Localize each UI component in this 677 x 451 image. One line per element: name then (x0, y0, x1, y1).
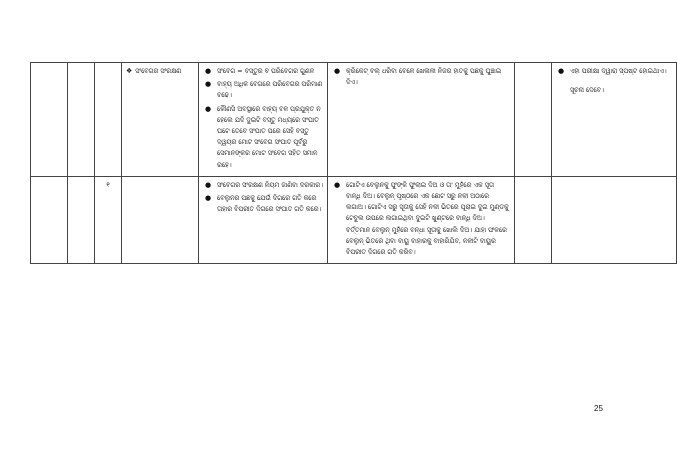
list-item: ● କ୍ରିକେଟ୍ ବଲ୍ ଧରିବା ବେଳେ ଖେଳାଳୀ ନିଜର ହାତକୁ ପଛକୁ ଘୁଞ୍ଚାଇ ଦିଏ। (332, 66, 510, 88)
diamond-bullet-icon: ❖ (126, 67, 133, 75)
cell-empty (68, 63, 95, 177)
lesson-table (30, 62, 677, 264)
notes-extra: ସୂଚନା ଦେବେ। (570, 86, 604, 95)
row-number (95, 63, 122, 177)
topic-cell (122, 176, 199, 263)
list-item: ● ବେଲୁନର ପଛକୁ ଯେଉଁ ଦିଗରେ ଗତି କରେ ତାହାର ବିପରୀତ ଦିଗରେ ସଂଘାତ ଗତି କରେ। (203, 193, 323, 215)
cell-empty (515, 176, 552, 263)
list-item: ● ଏହା ପରୀକ୍ଷା ଦ୍ୱାରା ସ୍ପଷ୍ଟ ହୋଇଥାଏ। (556, 66, 672, 77)
cell-empty (515, 63, 552, 177)
notes-cell (552, 63, 677, 177)
list-item: ● କୌଣସି ଅବସ୍ଥାରେ ବାହ୍ୟ ବଳ ପ୍ରଯୁକ୍ତ ନ ହେଲେ ଯଦି ଦୁଇଟି ବସ୍ତୁ ମଧ୍ୟରେ ସଂଘାତ ଘଟେ ତେବେ ସଂଘାତ ପରେ ସେହି ବସ୍ତୁ ଦ୍ୱୟର ମୋଟ ସଂବେଗ ସଂଘାତ ପୂର୍ବରୁ ସେମାନଙ୍କର ମୋଟ ସଂବେଗ ସହିତ ସମାନ ରହେ। (203, 104, 323, 171)
cell-empty (31, 176, 68, 263)
activities-cell (328, 176, 515, 263)
concepts-cell (199, 63, 328, 177)
cell-empty (68, 176, 95, 263)
list-item: ● ସଂବେଗର ସଂରକ୍ଷଣ ନିୟମ ଜାଣିବା ଦରକାର। (203, 180, 323, 191)
page-number: 25 (594, 404, 603, 413)
row-number: ୧ (95, 176, 122, 263)
cell-empty (31, 63, 68, 177)
concepts-cell (199, 176, 328, 263)
list-item: ● ଗୋଟିଏ ବେଲୁନକୁ ଫୁଙ୍କି ଫୁଲାଇ ଦିଅ ଓ ତା' ମୁହଁରେ ଏକ ସୂତା ବାନ୍ଧି ଦିଅ। ବେଲୁନ୍ ପୃଷ୍ଠରେ ଏକ ଛୋଟ ସରୁ ନଳୀ ଅଠାରେ ଲଗାଅ। ଗୋଟିଏ ସରୁ ସୂତାକୁ ସେହି ନଳୀ ଭିତରେ ପୂରାଇ ଦୁଇ ମୁଣ୍ଡକୁ ଟେବୁଲ ଉପରେ ଲଗାଇଥିବା ଦୁଇଟି ଖୁଣ୍ଟରେ ବାନ୍ଧି ଦିଅ। ବର୍ତ୍ତମାନ ବେଲୁନ୍ ମୁହଁରେ ବନ୍ଧା ସୂତାକୁ ଖୋଲି ଦିଅ। ଯାହା ଫଳରେ ବେଲୁନ୍ ଭିତରେ ଥିବା ବାୟୁ ବାହାରକୁ ବାହାରିଯିବ, ନଳୀଟି ବାୟୁର ବିପରୀତ ଦିଗରେ ଗତି କରିବ। (332, 180, 510, 258)
notes-cell (552, 176, 677, 263)
activities-cell (328, 63, 515, 177)
table-row (31, 176, 677, 263)
topic-cell (122, 63, 199, 177)
list-item: ● ବାହ୍ୟ ଅଧିକ ବେଗରେ ପରିବେଗର ପରିମାଣ ବଢେ। (203, 79, 323, 101)
list-item: ● ସଂବେଗ = ବସ୍ତୁର ଵ ପରିବେଗର ଗୁଣନ (203, 66, 323, 77)
topic-title: ସଂବେଗର ସଂରକ୍ଷଣ (135, 67, 182, 75)
table-row (31, 63, 677, 177)
